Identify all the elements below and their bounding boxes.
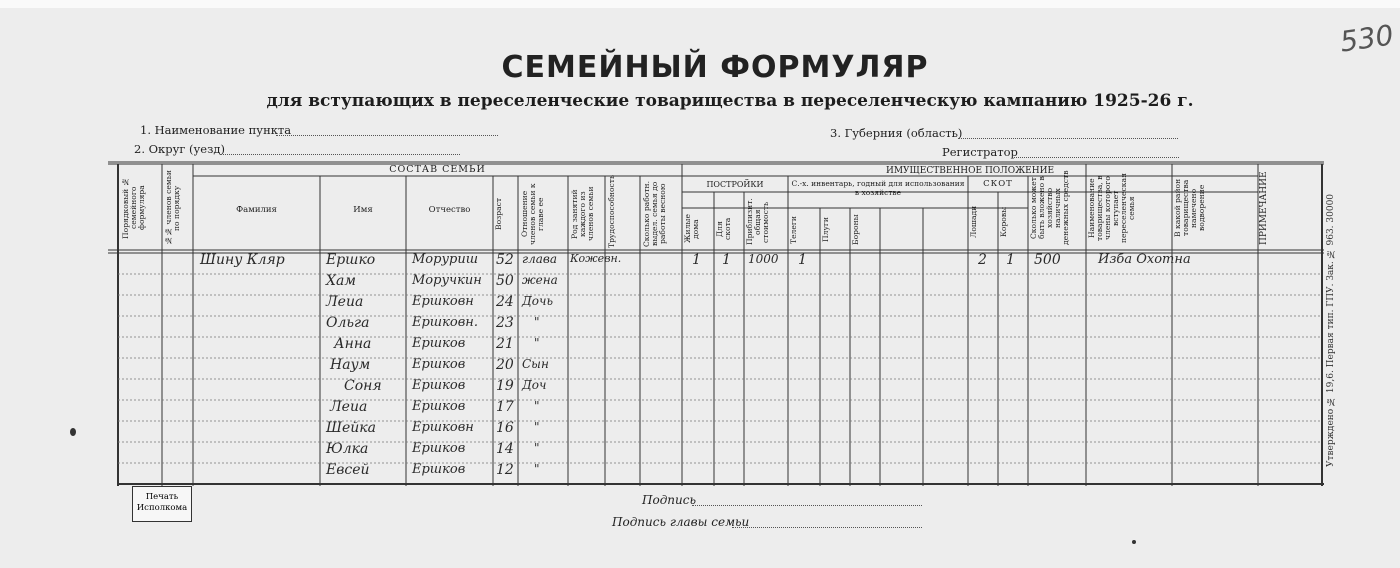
header-workers: Сколько работн. выдел. семья до работы весною [642,180,667,248]
cell-patronymic: Ершковн. [412,315,478,330]
seal-box: Печать Исполкома [132,486,192,522]
header-order-num: Порядковый № семейного формуляра [121,177,146,239]
cell-relation: " [534,462,540,476]
cell-relation: " [534,420,540,434]
cell-name: Наум [330,357,371,373]
header-capacity: Трудоспособность [607,174,616,248]
cell-partnership: Изба Охотна [1098,252,1191,267]
cell-patronymic: Ершков [412,357,466,372]
header-member-num: №№ членов семьи по порядку [164,170,181,246]
ink-blot [70,428,76,436]
page-subtitle: для вступающих в переселенческие товарищества в переселенческую кампанию 1925-26 г. [266,91,1194,111]
cell-patronymic: Ершковн [412,294,474,309]
cell-name: Ольга [326,315,370,331]
field-province-label: 3. Губерния (область) [830,126,963,140]
header-notes: ПРИМЕЧАНИЕ [1259,171,1269,245]
field-registrar-label: Регистратор [942,145,1018,159]
header-harrows: Бороны [851,214,860,246]
cell-age: 20 [496,357,514,373]
cell-name: Евсей [326,462,370,478]
header-buildings: ПОСТРОЙКИ [706,180,764,189]
header-carts: Телеги [789,216,798,244]
cell-name: Леиа [326,294,364,310]
page-number: 530 [1337,18,1396,59]
cell-patronymic: Моруриш [412,252,479,267]
cell-age: 52 [496,252,514,268]
cell-relation: " [534,441,540,455]
cell-patronymic: Ершков [412,462,466,477]
cell-name: Ершко [326,252,376,268]
header-name: Имя [353,205,373,215]
cell-age: 12 [496,462,514,478]
header-patronymic: Отчество [428,205,471,215]
cell-age: 24 [496,294,514,310]
field-district-label: 2. Округ (уезд) [134,142,225,156]
header-money: Сколько может быть вложено в хозяйство наличных денежных средств [1029,170,1070,246]
header-occupation: Род занятий каждого из членов семьи [570,186,595,242]
cell-patronymic: Ершков [412,378,466,393]
header-partnership: Наименование товарищества, в члены которого вступает переселенческая семья [1087,173,1136,243]
header-ploughs: Плуги [821,217,830,243]
cell-occupation: Кожевн. [570,252,622,265]
header-district: В какой район товарищества намечено водворение [1173,178,1206,238]
header-surname: Фамилия [236,205,277,215]
cell-name: Леиа [330,399,368,415]
field-province-line[interactable] [958,138,1178,139]
cell-age: 17 [496,399,514,415]
cell-relation: " [534,336,540,350]
cell-patronymic: Моручкин [412,273,482,288]
field-district-line[interactable] [220,154,460,155]
cell-value: 1000 [748,252,779,266]
header-cattle-bld: Для скота [715,217,732,241]
cell-patronymic: Ершковн [412,420,474,435]
cell-cows: 1 [1006,252,1015,268]
paper-edge [0,0,1400,8]
cell-name: Юлка [326,441,369,457]
header-livestock: СКОТ [983,179,1013,189]
header-inventory: С.-х. инвентарь, годный для использования в хозяйстве [791,179,965,197]
printer-note: Утверждено № 19,6. Первая тип. ГПУ. Зак. № 963. 30000 [1326,193,1336,467]
cell-cattle-bld: 1 [722,252,731,268]
header-approx-value: Приблизит. общая стоимость [745,198,770,246]
cell-surname: Шину Кляр [200,252,285,268]
cell-relation: Доч [522,378,547,392]
header-property: ИМУЩЕСТВЕННОЕ ПОЛОЖЕНИЕ [885,166,1055,176]
field-location-label: 1. Наименование пункта [140,123,292,137]
cell-relation: Сын [522,357,549,371]
page-title: СЕМЕЙНЫЙ ФОРМУЛЯР [501,50,929,85]
cell-age: 19 [496,378,514,394]
cell-patronymic: Ершков [412,399,466,414]
cell-name: Шейка [326,420,376,436]
header-horses: Лошади [969,205,978,239]
header-family-composition: СОСТАВ СЕМЬИ [389,164,486,175]
header-houses: Жилые дома [683,214,700,244]
cell-name: Соня [344,378,382,394]
cell-age: 16 [496,420,514,436]
cell-relation: глава [522,252,557,266]
cell-horses: 2 [978,252,987,268]
cell-houses: 1 [692,252,701,268]
cell-relation: Дочь [522,294,553,308]
signature-head-label: Подпись главы семьи [612,515,750,529]
cell-age: 14 [496,441,514,457]
cell-age: 21 [496,336,514,352]
cell-relation: жена [522,273,558,287]
cell-relation: " [534,315,540,329]
cell-age: 50 [496,273,514,289]
cell-patronymic: Ершков [412,336,466,351]
field-location-line[interactable] [276,135,498,136]
ink-blot [1132,540,1136,544]
field-registrar-line[interactable] [1014,157,1179,158]
signature-line[interactable] [692,505,922,506]
cell-age: 23 [496,315,514,331]
family-table [108,160,1324,486]
cell-patronymic: Ершков [412,441,466,456]
header-relation: Отношение членов семьи к главе ее [520,183,545,245]
cell-relation: " [534,399,540,413]
signature-label: Подпись [642,493,697,507]
signature-head-line[interactable] [732,527,922,528]
header-cows: Коровы [999,206,1008,238]
header-age: Возраст [494,197,503,231]
cell-money: 500 [1034,252,1061,268]
cell-carts: 1 [798,252,807,268]
cell-name: Анна [334,336,372,352]
cell-name: Хам [326,273,356,289]
